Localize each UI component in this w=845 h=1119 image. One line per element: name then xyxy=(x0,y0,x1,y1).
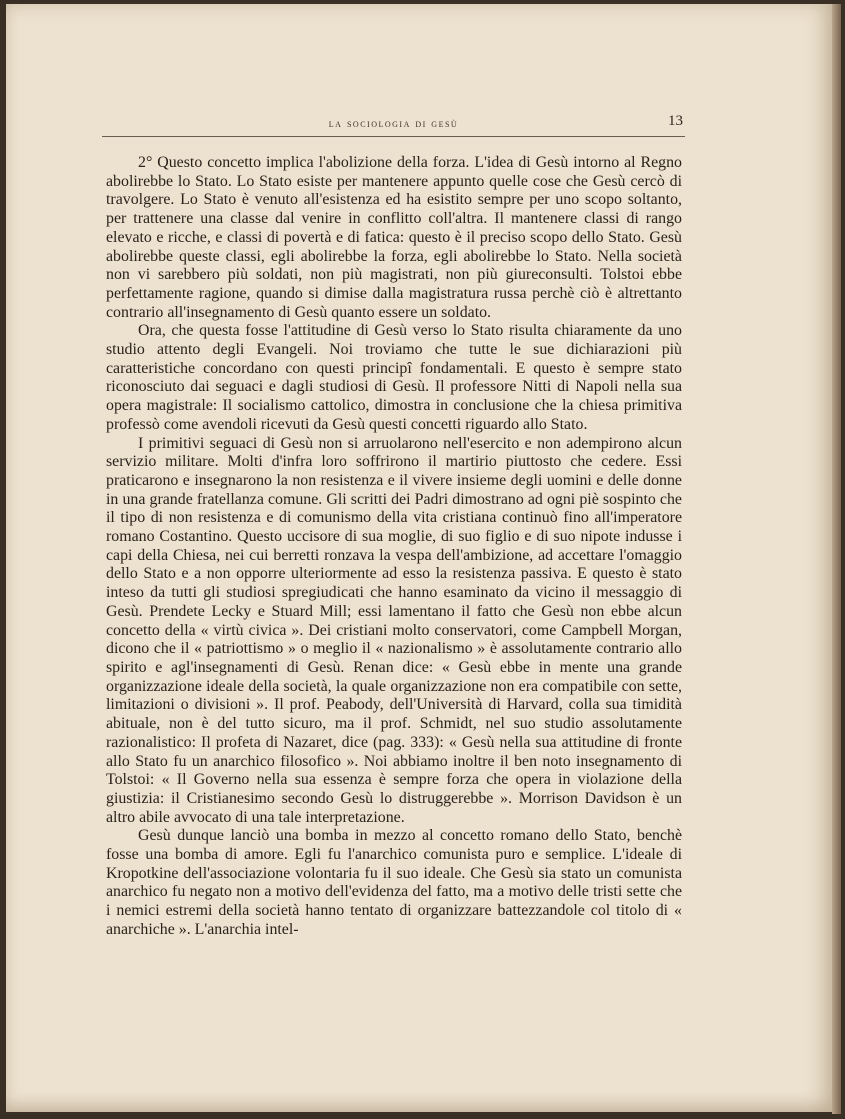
paragraph: I primitivi seguaci di Gesù non si arruolarono nell'esercito e non adempirono alcun servizio militare. Molti d'infra loro soffrirono il martirio piuttosto che cedere. Essi praticarono e insegnarono la non resistenza e il vivere insieme degli uomini e delle donne in una grande fratellanza comune. Gli scritti dei Padri dimostrano ad ogni piè sospinto che il tipo di non resistenza e di comunismo della vita cristiana continuò fino all'imperatore romano Costantino. Questo uccisore di sua moglie, di suo figlio e di suo nipote indusse i capi della Chiesa, nei cui berretti ronzava la vespa dell'ambizione, ad accettare l'omaggio dello Stato e a non opporre ulteriormente ad esso la resistenza passiva. E questo è stato inteso da tutti gli studiosi spregiudicati che hanno esaminato da vicino il messaggio di Gesù. Prendete Lecky e Stuard Mill; essi lamentano il fatto che Gesù non ebbe alcun concetto della « virtù civica ». Dei cristiani molto conservatori, come Campbell Morgan, dicono che il « patriottismo » o meglio il « nazionalismo » è assolutamente contrario allo spirito e agl'insegnamenti di Gesù. Renan dice: « Gesù ebbe in mente una grande organizzazione ideale della società, la quale organizzazione non era compatibile con sette, limitazioni o divisioni ». Il prof. Peabody, dell'Università di Harvard, colla sua timidità abituale, non è del tutto sicuro, ma il prof. Schmidt, nel suo studio assolutamente razionalistico: Il profeta di Nazaret, dice (pag. 333): « Gesù nella sua attitudine di fronte allo Stato fu un anarchico filosofico ». Noi abbiamo inoltre il ben noto insegnamento di Tolstoi: « Il Governo nella sua essenza è sempre forza che opera in violazione della giustizia: il Cristianesimo secondo Gesù lo distruggerebbe ». Morrison Davidson è un altro abile avvocato di una tale interpretazione. xyxy=(106,434,682,826)
page-number: 13 xyxy=(668,113,683,129)
page-edge xyxy=(832,4,841,1114)
paragraph: 2° Questo concetto implica l'abolizione della forza. L'idea di Gesù intorno al Regno abolirebbe lo Stato. Lo Stato esiste per mantenere appunto quelle cose che Gesù cercò di travolgere. Lo Stato è venuto all'esistenza ed ha esistito sempre per uno scopo soltanto, per trattenere una classe dal venire in conflitto coll'altra. Il mantenere classi di rango elevato e ricche, e classi di povertà e di fatica: questo è il preciso scopo dello Stato. Gesù abolirebbe queste classi, egli abolirebbe la forza, egli abolirebbe lo Stato. Nella società non vi sarebbero più soldati, non più magistrati, non più giureconsulti. Tolstoi ebbe perfettamente ragione, quando si dimise dalla magistratura russa perchè ciò è altrettanto contrario all'insegnamento di Gesù quanto essere un soldato. xyxy=(106,154,682,321)
paragraph: Ora, che questa fosse l'attitudine di Gesù verso lo Stato risulta chiaramente da uno studio attento degli Evangeli. Noi troviamo che tutte le sue dichiarazioni più caratteristiche concordano con questi principî fondamentali. E questo è sempre stato riconosciuto dai seguaci e dagli studiosi di Gesù. Il professore Nitti di Napoli nella sua opera magistrale: Il socialismo cattolico, dimostra in conclusione che la chiesa primitiva professò come avendoli ricevuti da Gesù questi concetti riguardo allo Stato. xyxy=(106,322,682,433)
running-head: la sociologia di gesù xyxy=(328,116,459,130)
paragraph: Gesù dunque lanciò una bomba in mezzo al concetto romano dello Stato, benchè fosse una bomba di amore. Egli fu l'anarchico comunista puro e semplice. L'ideale di Kropotkine dell'associazione volontaria fu il suo ideale. Che Gesù sia stato un comunista anarchico fu negato non a motivo dell'evidenza del fatto, ma a motivo delle tristi sette che i nemici estremi della società hanno tentato di organizzare battezzandole col titolo di « anarchiche ». L'anarchia intel- xyxy=(106,827,682,938)
book-page xyxy=(6,4,832,1112)
page-header xyxy=(102,114,685,137)
body-text xyxy=(106,154,682,940)
